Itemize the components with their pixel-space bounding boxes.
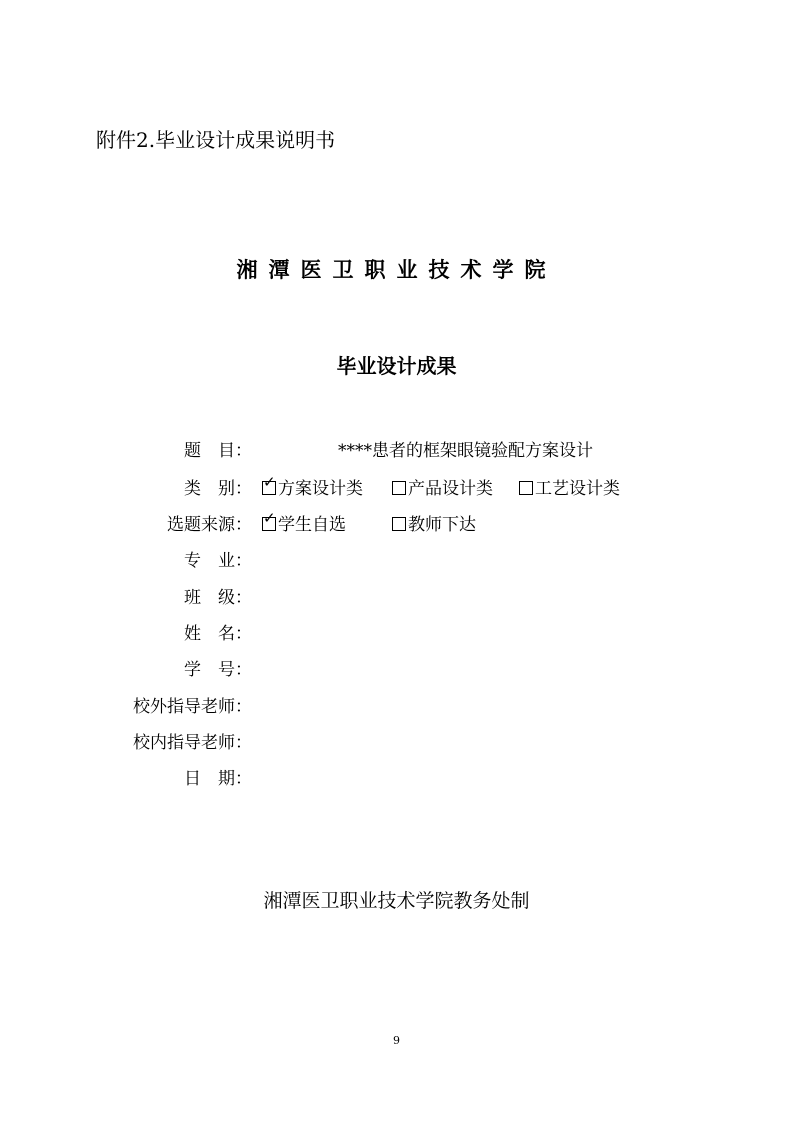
source-label: 选题来源：	[167, 515, 252, 535]
checkmark-icon: ✓	[263, 473, 276, 491]
topic-row	[0, 438, 793, 464]
category-row	[0, 473, 793, 502]
source-option-teacher[interactable]	[392, 512, 476, 538]
school-name: 湘潭医卫职业技术学院	[236, 258, 557, 282]
major-row	[0, 548, 793, 574]
topic-label: 题 目：	[184, 441, 252, 461]
external-advisor-label: 校外指导老师：	[133, 697, 252, 717]
student-id-label: 学 号：	[184, 660, 252, 680]
category-option-process[interactable]	[519, 476, 620, 502]
checkbox-unchecked-icon[interactable]	[392, 481, 406, 495]
internal-advisor-label: 校内指导老师：	[133, 733, 252, 753]
internal-advisor-row	[0, 730, 793, 756]
source-row	[0, 509, 793, 538]
date-row	[0, 766, 793, 792]
checkbox-checked-icon[interactable]	[262, 473, 276, 495]
category-option-label: 工艺设计类	[535, 479, 620, 499]
date-label: 日 期：	[184, 769, 252, 789]
page-number: 9	[393, 1034, 400, 1047]
category-option-label: 产品设计类	[408, 479, 493, 499]
category-option-label: 方案设计类	[278, 479, 363, 499]
source-option-student[interactable]	[262, 509, 346, 538]
category-option-scheme[interactable]	[262, 473, 363, 502]
external-advisor-row	[0, 694, 793, 720]
name-label: 姓 名：	[184, 624, 252, 644]
source-option-label: 教师下达	[408, 515, 476, 535]
checkbox-checked-icon[interactable]	[262, 509, 276, 531]
class-label: 班 级：	[184, 588, 252, 608]
category-option-product[interactable]	[392, 476, 493, 502]
checkbox-unchecked-icon[interactable]	[392, 517, 406, 531]
topic-value: ****患者的框架眼镜验配方案设计	[338, 441, 593, 461]
class-row	[0, 585, 793, 611]
student-id-row	[0, 657, 793, 683]
name-row	[0, 621, 793, 647]
category-label: 类 别：	[184, 479, 252, 499]
checkbox-unchecked-icon[interactable]	[519, 481, 533, 495]
document-title: 毕业设计成果	[336, 354, 457, 378]
source-option-label: 学生自选	[278, 515, 346, 535]
attachment-title: 附件2.毕业设计成果说明书	[96, 128, 336, 152]
checkmark-icon: ✓	[263, 509, 276, 527]
major-label: 专 业：	[184, 551, 252, 571]
issuer-footer: 湘潭医卫职业技术学院教务处制	[263, 890, 530, 912]
